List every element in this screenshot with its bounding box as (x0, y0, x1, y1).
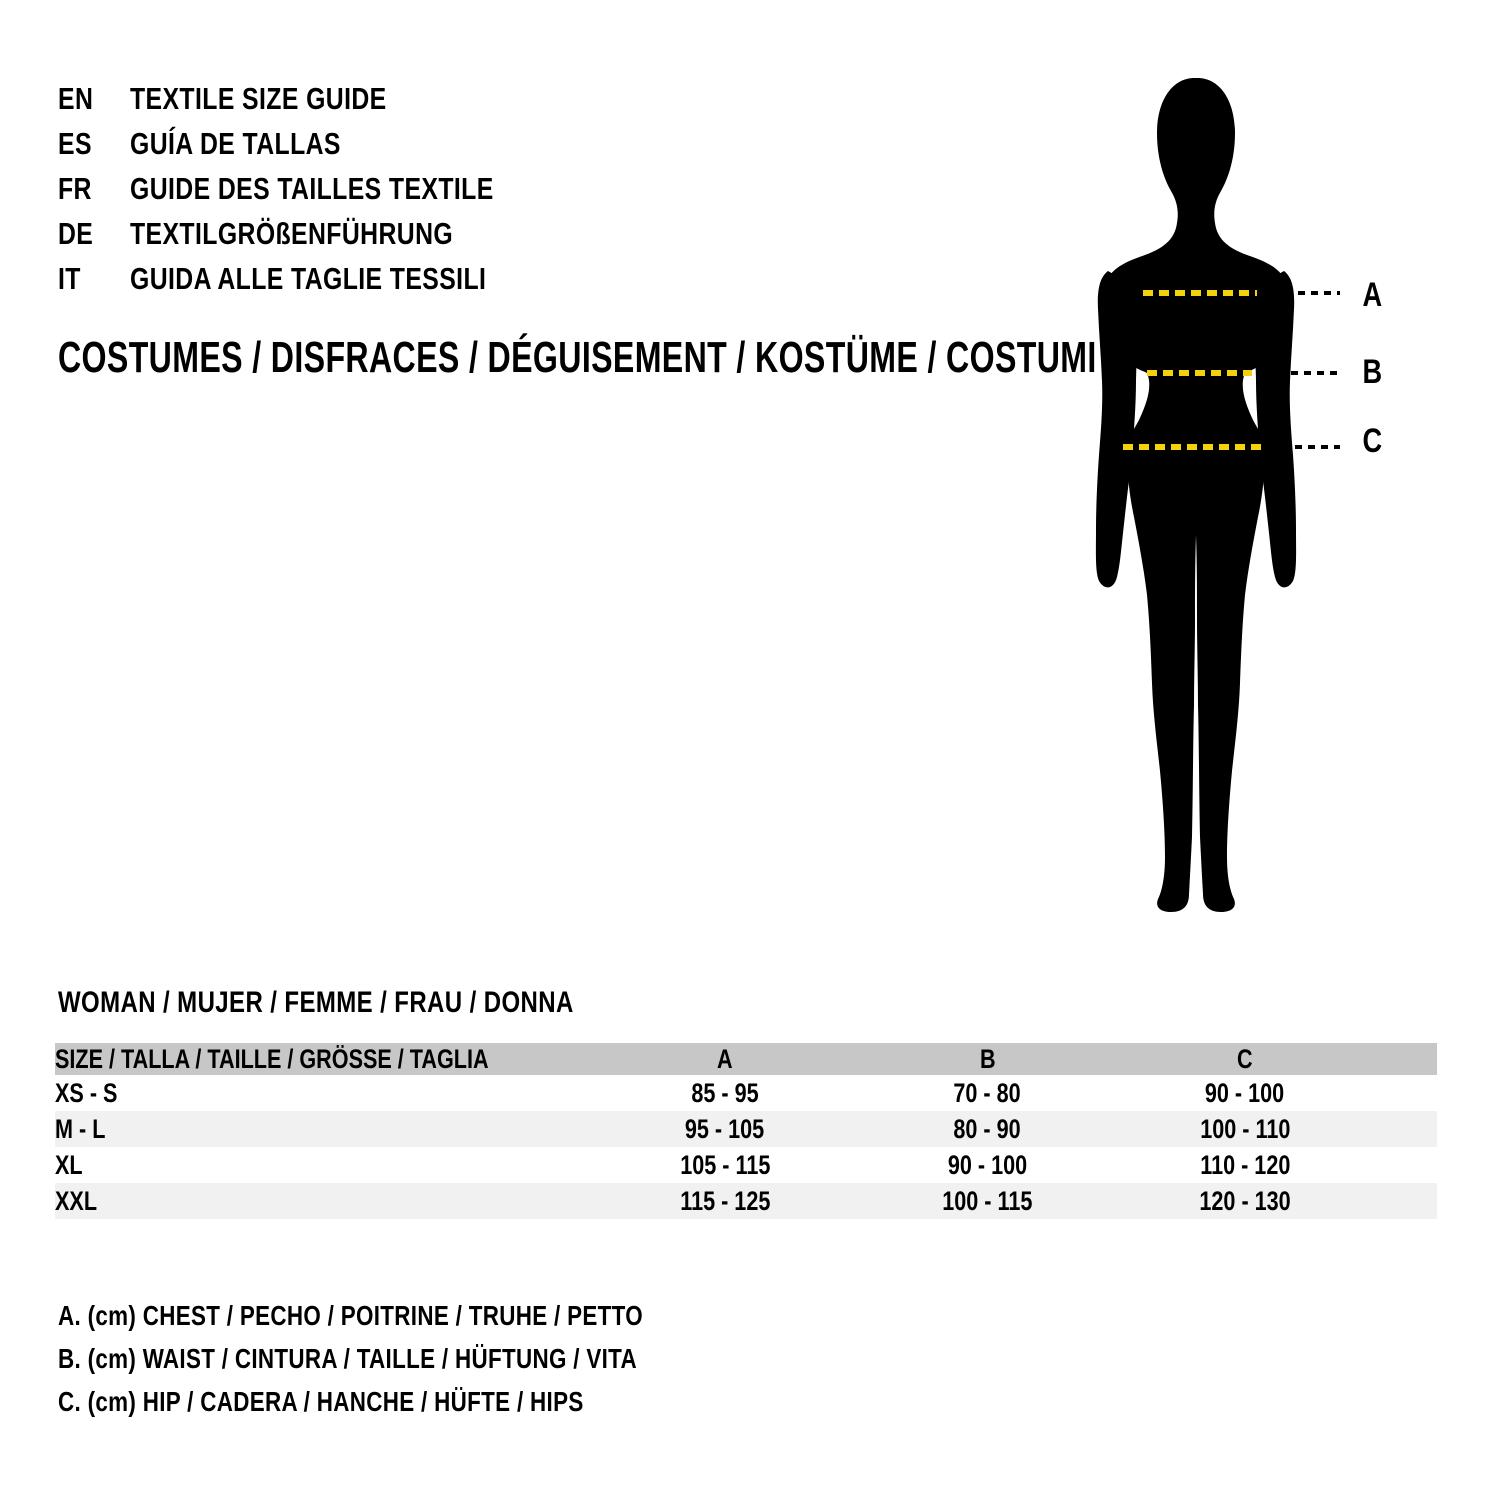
language-code: FR (58, 170, 92, 206)
cell-c: 110 - 120 (1199, 1149, 1291, 1180)
cell-size: XS - S (55, 1077, 118, 1108)
body-silhouette (1104, 78, 1288, 912)
woman-silhouette-figure (1045, 65, 1345, 915)
section-title-woman: WOMAN / MUJER / FEMME / FRAU / DONNA (58, 986, 574, 1019)
language-code: DE (58, 215, 94, 251)
cell-size: M - L (55, 1113, 106, 1144)
language-list (58, 76, 585, 301)
cell-size: XXL (55, 1185, 98, 1216)
language-code: EN (58, 80, 94, 116)
table-row-m-l (55, 1111, 1437, 1147)
measurement-legend (58, 1294, 789, 1423)
language-row-de (58, 211, 585, 256)
language-row-it (58, 256, 585, 301)
header-spacer (1370, 1043, 1437, 1075)
cell-a: 85 - 95 (691, 1077, 759, 1108)
cell-b: 70 - 80 (953, 1077, 1022, 1108)
left-arm-silhouette (1096, 271, 1136, 587)
header-a: A (717, 1043, 733, 1074)
language-code: ES (58, 125, 92, 161)
header-c: C (1237, 1043, 1253, 1074)
cell-c: 120 - 130 (1199, 1185, 1291, 1216)
legend-item-chest: A. (cm) CHEST / PECHO / POITRINE / TRUHE / PETTO (58, 1299, 643, 1331)
header-size: SIZE / TALLA / TAILLE / GRÖSSE / TAGLIA (55, 1043, 489, 1074)
language-row-fr (58, 166, 585, 211)
table-row-xl (55, 1147, 1437, 1183)
table-row-xs-s (55, 1075, 1437, 1111)
language-row-en (58, 76, 585, 121)
marker-label-b: B (1362, 352, 1382, 391)
table-row-xxl (55, 1183, 1437, 1219)
cell-size: XL (55, 1149, 83, 1180)
language-row-es (58, 121, 585, 166)
marker-label-c: C (1362, 421, 1382, 460)
cell-b: 100 - 115 (942, 1185, 1033, 1216)
language-title: GUIDE DES TAILLES TEXTILE (130, 170, 494, 206)
cell-a: 115 - 125 (679, 1185, 771, 1216)
right-arm-silhouette (1256, 271, 1296, 587)
cell-a: 95 - 105 (685, 1113, 765, 1144)
legend-item-waist: B. (cm) WAIST / CINTURA / TAILLE / HÜFTUNG / VITA (58, 1342, 637, 1374)
cell-a: 105 - 115 (679, 1149, 771, 1180)
category-title: COSTUMES / DISFRACES / DÉGUISEMENT / KOSTÜME / COSTUMI (58, 333, 1097, 382)
language-title: GUÍA DE TALLAS (130, 125, 341, 161)
header-b: B (979, 1043, 996, 1074)
marker-label-a: A (1362, 275, 1382, 314)
cell-b: 80 - 90 (953, 1113, 1022, 1144)
language-title: TEXTILGRÖßENFÜHRUNG (130, 215, 454, 251)
language-code: IT (58, 260, 81, 296)
legend-item-hip: C. (cm) HIP / CADERA / HANCHE / HÜFTE / HIPS (58, 1385, 584, 1417)
cell-c: 90 - 100 (1205, 1077, 1285, 1108)
silhouette-svg (1045, 65, 1345, 915)
size-table (55, 1043, 1437, 1219)
cell-c: 100 - 110 (1199, 1113, 1291, 1144)
cell-b: 90 - 100 (947, 1149, 1028, 1180)
size-table-header-row (55, 1043, 1437, 1075)
language-title: GUIDA ALLE TAGLIE TESSILI (130, 260, 487, 296)
language-title: TEXTILE SIZE GUIDE (130, 80, 387, 116)
